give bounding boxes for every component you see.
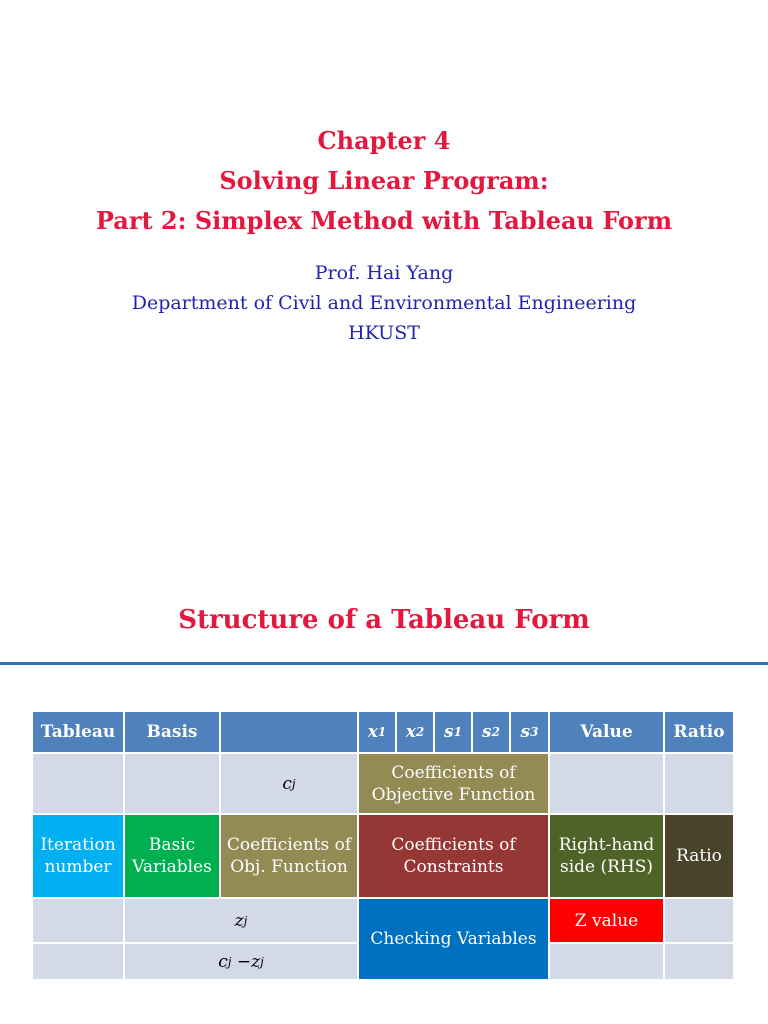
cell-blank	[32, 898, 124, 943]
cell-blank	[549, 943, 664, 980]
cell-blank	[32, 753, 124, 814]
header-var-x2: x 2	[396, 711, 434, 753]
header-var-s1: s 1	[434, 711, 472, 753]
z-value-cell: Z value	[549, 898, 664, 943]
cell-blank	[664, 943, 734, 980]
cell-blank	[549, 753, 664, 814]
constraint-coefficients-cell: Coefficients of Constraints	[358, 814, 549, 898]
zj-label: z j	[124, 898, 358, 943]
rhs-cell: Right-hand side (RHS)	[549, 814, 664, 898]
cj-label: c j	[220, 753, 358, 814]
divider	[0, 662, 768, 665]
cj-minus-zj-label: c j − z j	[124, 943, 358, 980]
header-blank	[220, 711, 358, 753]
header-var-s3: s 3	[510, 711, 549, 753]
header-var-x1: x 1	[358, 711, 396, 753]
department: Department of Civil and Environmental Engineering	[131, 292, 637, 314]
ratio-cell: Ratio	[664, 814, 734, 898]
iteration-number-cell: Iteration number	[32, 814, 124, 898]
title-line-2: Part 2: Simplex Method with Tableau Form	[95, 206, 673, 235]
objective-coefficients-cell: Coefficients of Objective Function	[358, 753, 549, 814]
cell-blank	[124, 753, 220, 814]
basic-variables-cell: Basic Variables	[124, 814, 220, 898]
cell-blank	[664, 898, 734, 943]
obj-function-coefficients-cell: Coefficients of Obj. Function	[220, 814, 358, 898]
cell-blank	[664, 753, 734, 814]
checking-variables-cell: Checking Variables	[358, 898, 549, 980]
institution: HKUST	[348, 322, 420, 344]
author: Prof. Hai Yang	[314, 262, 454, 284]
header-value: Value	[549, 711, 664, 753]
header-var-s2: s 2	[472, 711, 510, 753]
title-line-1: Solving Linear Program:	[219, 166, 549, 195]
chapter-title: Chapter 4	[317, 126, 451, 155]
header-ratio: Ratio	[664, 711, 734, 753]
cell-blank	[32, 943, 124, 980]
header-basis: Basis	[124, 711, 220, 753]
slide2-title: Structure of a Tableau Form	[178, 605, 590, 635]
header-tableau: Tableau	[32, 711, 124, 753]
